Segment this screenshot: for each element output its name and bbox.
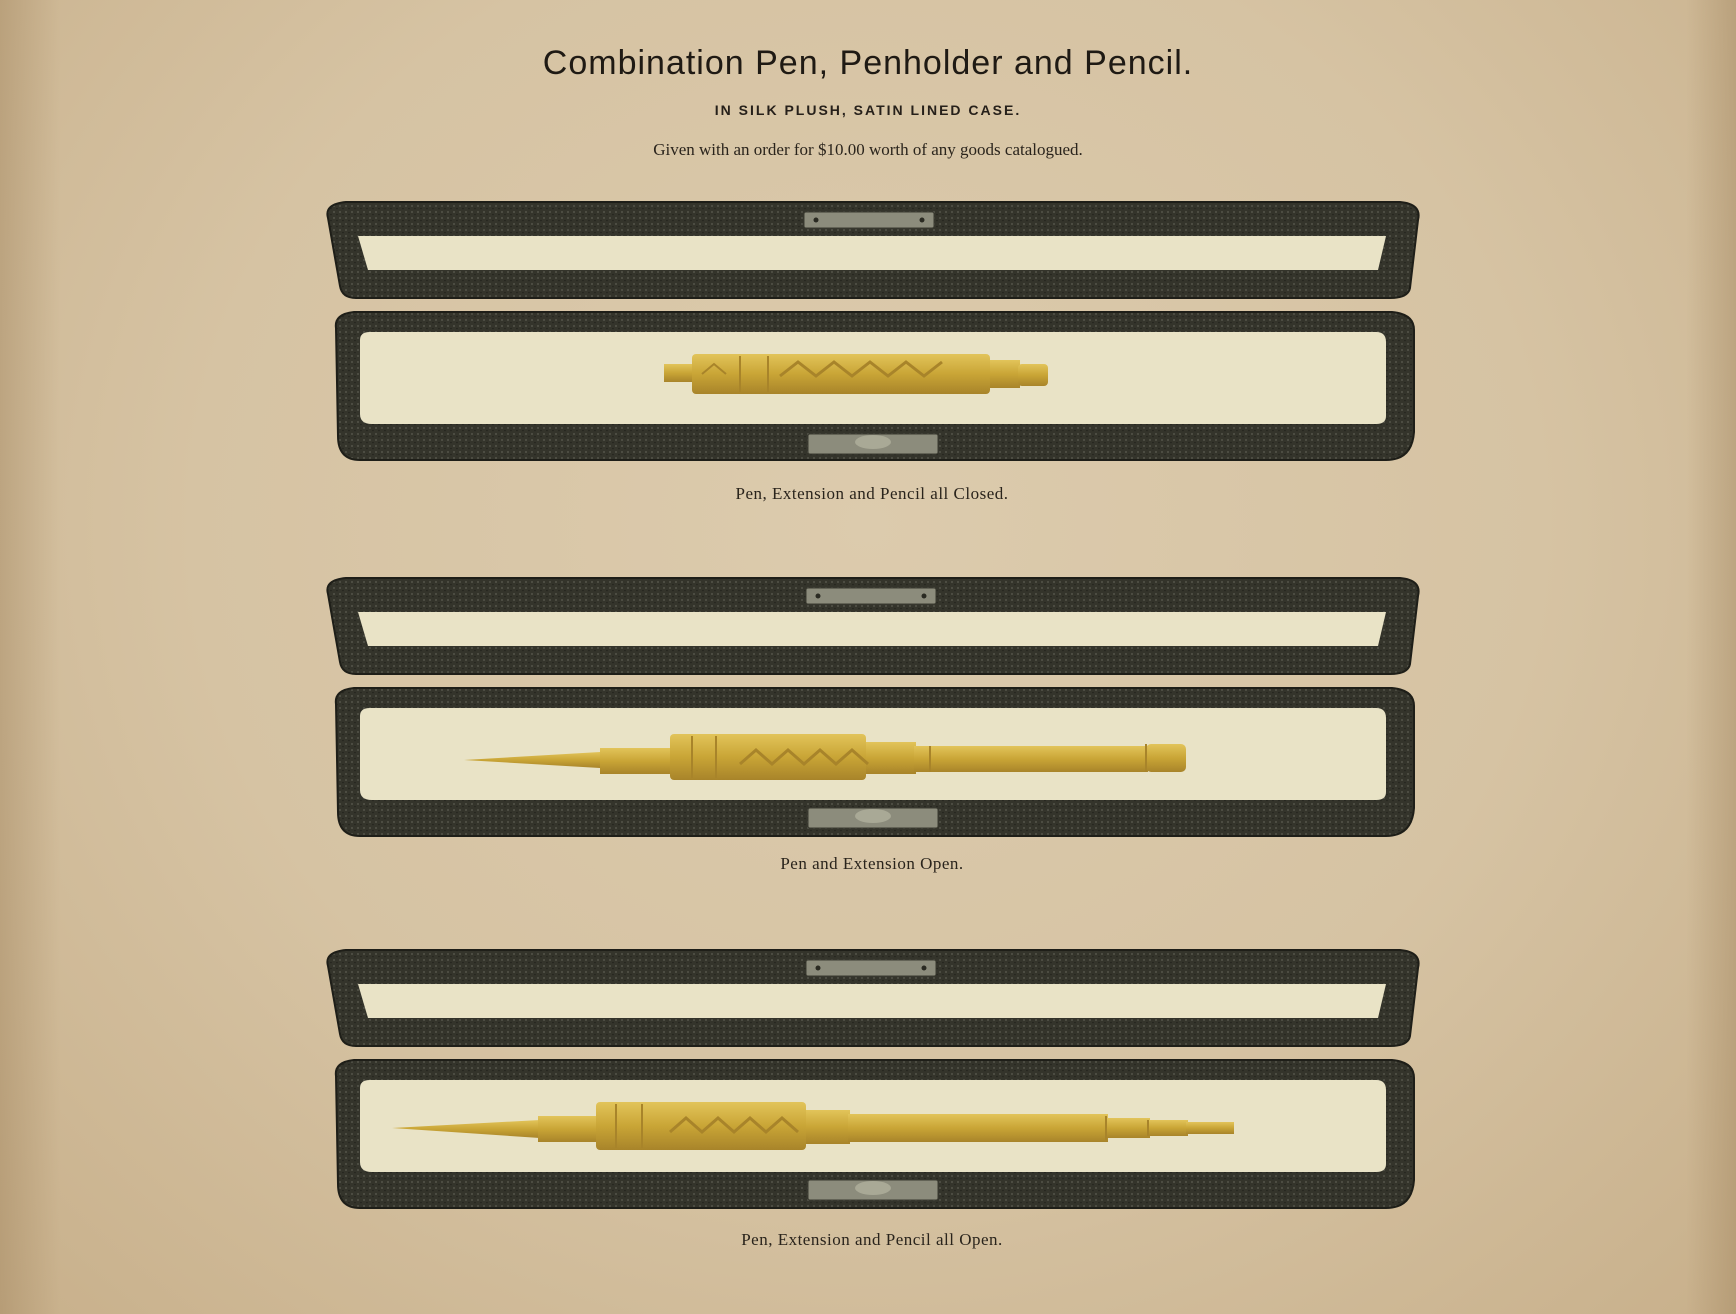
page-title: Combination Pen, Penholder and Pencil.	[542, 44, 1194, 82]
lid-clasp	[806, 588, 936, 604]
case-caption: Pen, Extension and Pencil all Closed.	[735, 484, 1009, 503]
lid-lining	[358, 236, 1386, 270]
lid-lining	[358, 984, 1386, 1018]
pen-case-closed	[320, 198, 1424, 503]
pen-case-all-open	[320, 946, 1424, 1249]
offer-text: Given with an order for $10.00 worth of any goods catalogued.	[653, 140, 1083, 159]
pen-case-illustration	[320, 946, 1424, 1216]
lid-clasp	[806, 960, 936, 976]
case-caption: Pen and Extension Open.	[780, 854, 964, 873]
page-subtitle: IN SILK PLUSH, SATIN LINED CASE.	[714, 102, 1022, 118]
pen-case-illustration	[320, 198, 1424, 468]
gold-pen-closed	[664, 354, 1048, 394]
lid-clasp	[804, 212, 934, 228]
pen-case-illustration	[320, 574, 1424, 844]
case-caption: Pen, Extension and Pencil all Open.	[741, 1230, 1003, 1249]
lid-lining	[358, 612, 1386, 646]
pen-case-pen-open	[320, 574, 1424, 873]
